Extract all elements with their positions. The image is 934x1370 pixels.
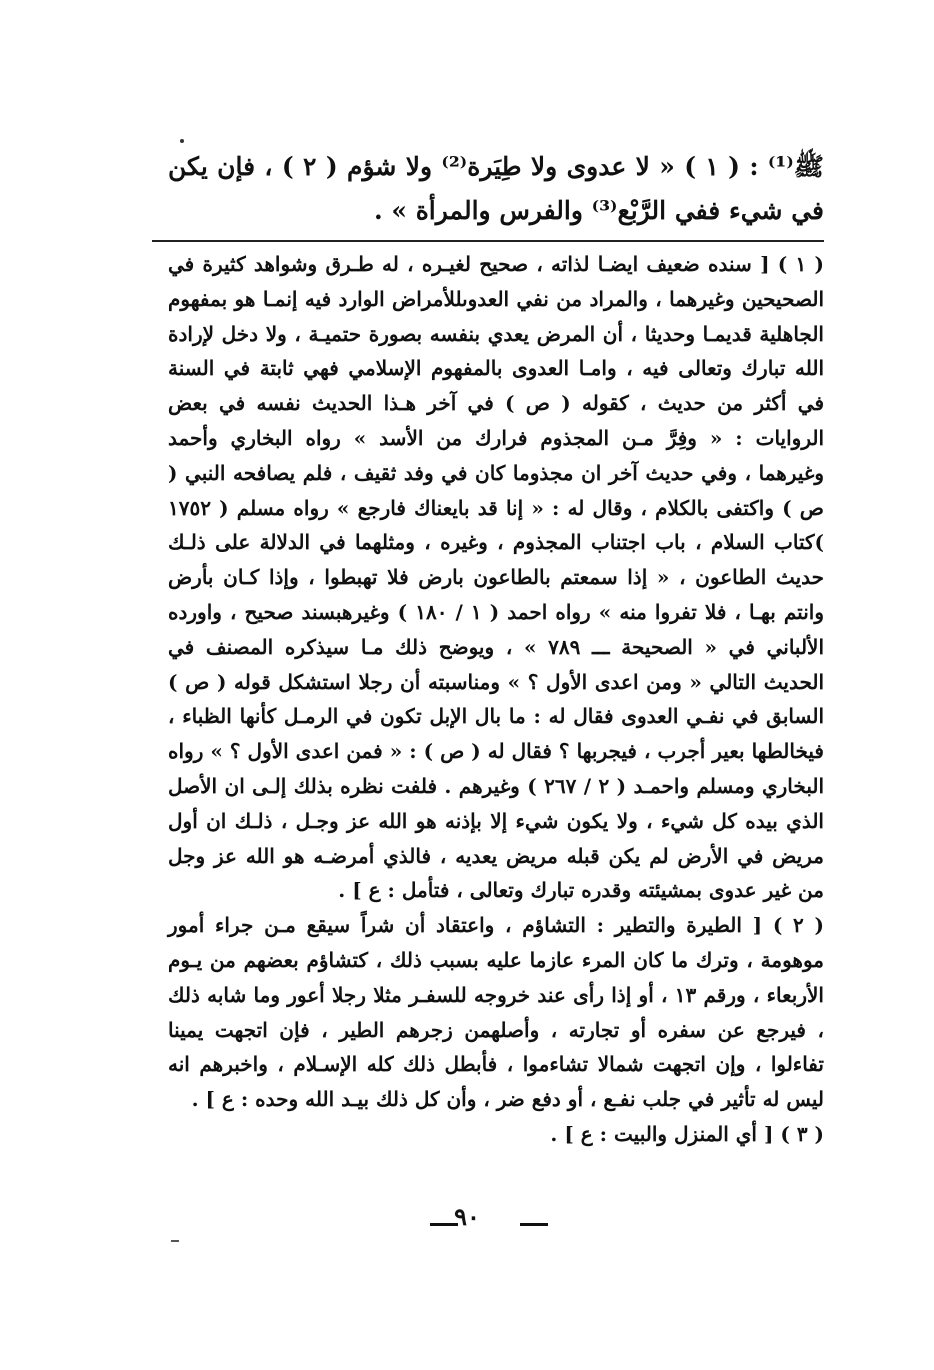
page-number: ٩٠ — [454, 1202, 480, 1231]
page-number-dash-right — [520, 1223, 548, 1226]
footnote-3: ( ٣ ) [ أي المنزل والبيت : ع ] . — [550, 1121, 824, 1146]
footnote-2: ( ٢ ) [ الطيرة والتطير : التشاؤم ، واعتقاد أن شراً سيقع مـن جراء أمور موهومة ، وترك ما كان المرء عازما عليه بسبب ذلك ، كتشاؤم بعضهم من يـوم الأربعاء ، ورقم ١٣ ، أو إذا رأى عند خروجه للسفـر مثلا رجلا أعور وما شابه ذلك ، فيرجع عن سفره أو تجارته ، وأصلهمن زجرهم الطير ، فإن اتجهت يمينا تفاءلوا ، وإن اتجهت شمالا تشاءموا ، فأبطل ذلك كله الإسـلام ، واخبرهم انه ليس له تأثير في جلب نفـع ، أو دفع ضر ، وأن كل ذلك بيـد الله وحده : ع ] . — [168, 913, 824, 1112]
footnotes — [168, 247, 824, 1152]
scan-speck — [180, 139, 184, 143]
footnote-separator — [152, 240, 824, 242]
scan-speck — [171, 1240, 179, 1242]
footnote-1: ( ١ ) [ سنده ضعيف ايضـا لذاته ، صحيح لغيـره ، له طـرق وشواهد كثيرة في الصحيحين وغيرهما ، والمراد من نفي العدوىللأمراض الوارد فيه إنمـا هو بمفهوم الجاهلية قديمـا وحديثا ، أن المرض يعدي بنفسه بصورة حتميـة ، ولا دخل لإرادة الله تبارك وتعالى فيه ، وامـا العدوى بالمفهوم الإسلامي فهي ثابتة في السنة في أكثر من حديث ، كقوله ( ص ) في آخر هـذا الحديث نفسه في بعض الروايات : « وفِرَّ مـن المجذوم فرارك من الأسد » رواه البخاري وأحمد وغيرهما ، وفي حديث آخر ان مجذوما كان في وفد ثقيف ، فلم يصافحه النبي ( ص ) واكتفى بالكلام ، وقال له : « إنا قد بايعناك فارجع » رواه مسلم ( ١٧٥٢ )كتاب السلام ، باب اجتناب المجذوم ، وغيره ، ومثلهما في الدلالة على ذلـك حديث الطاعون ، « إذا سمعتم بالطاعون بارض فلا تهبطوا ، وإذا كـان بأرض وانتم بهـا ، فلا تفروا منه » رواه احمد ( ١ / ١٨٠ ) وغيرهبسند صحيح ، واورده الألباني في « الصحيحة ـــ ٧٨٩ » ، ويوضح ذلك مـا سيذكره المصنف في الحديث التالي « ومن اعدى الأول ؟ » ومناسبته أن رجلا استشكل قوله ( ص ) السابق في نفـي العدوى فقال له : ما بال الإبل تكون في الرمـل كأنها الظباء ، فيخالطها بعير أجرب ، فيجربها ؟ فقال له ( ص ) : « فمن اعدى الأول ؟ » رواه البخاري ومسلم واحمـد ( ٢ / ٢٦٧ ) وغيرهم . فلفت نظره بذلك إلـى ان الأصل الذي بيده كل شيء ، ولا يكون شيء إلا بإذنه هو الله عز وجـل ، ذلـك ان أول مريض في الأرض لم يكن قبله مريض يعديه ، فالذي أمرضـه هو الله عز وجل من غير عدوى بمشيئته وقدره تبارك وتعالى ، فتأمل : ع ] . — [168, 252, 825, 903]
hadith-text: ﷺ⁽¹⁾ : ( ١ ) « لا عدوى ولا طِيَرة⁽²⁾ ولا شؤم ( ٢ ) ، فإن يكن في شيء ففي الرَّبْع⁽³⁾ والفرس والمرأة » . — [168, 152, 824, 225]
